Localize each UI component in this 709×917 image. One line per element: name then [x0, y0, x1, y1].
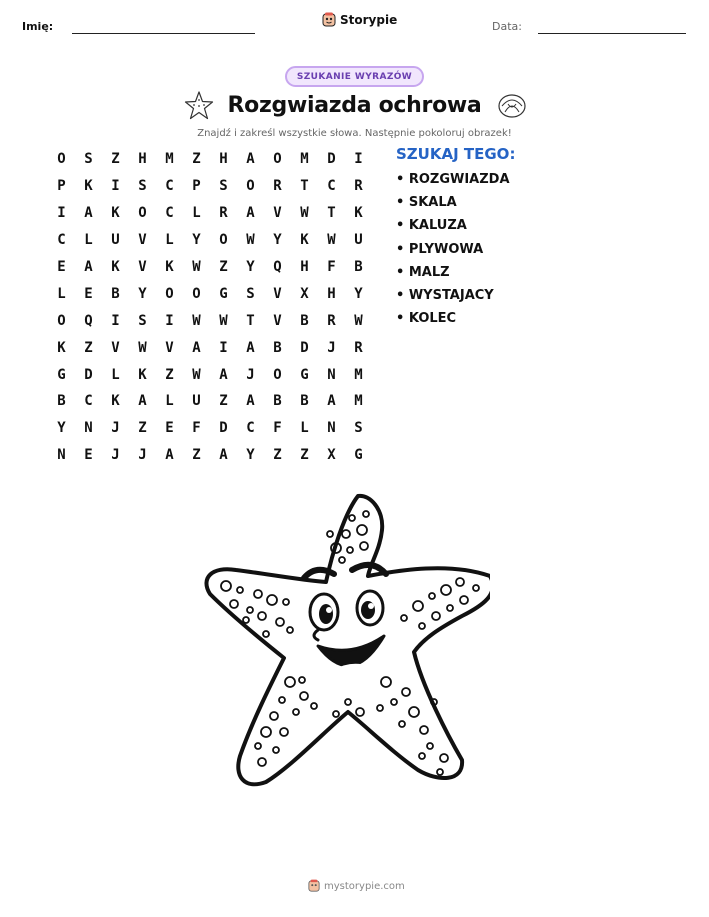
- grid-cell[interactable]: D: [84, 366, 93, 383]
- grid-row: [48, 146, 372, 173]
- grid-cell[interactable]: G: [354, 447, 363, 464]
- grid-row: [48, 361, 372, 388]
- grid-cell[interactable]: O: [246, 178, 255, 195]
- grid-cell[interactable]: A: [246, 339, 255, 356]
- grid-cell[interactable]: R: [219, 205, 228, 222]
- grid-cell[interactable]: Z: [219, 393, 228, 410]
- grid-cell[interactable]: U: [192, 393, 201, 410]
- grid-cell[interactable]: G: [219, 285, 228, 302]
- grid-cell[interactable]: C: [327, 178, 336, 195]
- grid-cell[interactable]: M: [354, 393, 363, 410]
- grid-cell[interactable]: K: [111, 205, 120, 222]
- grid-cell[interactable]: D: [327, 151, 336, 168]
- name-input-line[interactable]: [72, 33, 255, 34]
- grid-cell[interactable]: J: [327, 339, 336, 356]
- grid-cell[interactable]: S: [246, 285, 255, 302]
- grid-cell[interactable]: Z: [165, 366, 174, 383]
- grid-row: [48, 307, 372, 334]
- grid-cell[interactable]: F: [192, 420, 201, 437]
- grid-cell[interactable]: O: [57, 312, 66, 329]
- grid-row: [48, 442, 372, 469]
- grid-cell[interactable]: O: [138, 205, 147, 222]
- grid-cell[interactable]: X: [327, 447, 336, 464]
- grid-cell[interactable]: B: [354, 259, 363, 275]
- grid-cell[interactable]: L: [165, 393, 174, 410]
- grid-cell[interactable]: V: [138, 232, 147, 249]
- word-list-item: • WYSTAJACY: [396, 287, 494, 303]
- grid-cell[interactable]: J: [111, 420, 120, 437]
- grid-cell[interactable]: W: [327, 232, 336, 249]
- grid-row: [48, 388, 372, 415]
- grid-cell[interactable]: O: [57, 151, 66, 168]
- grid-cell[interactable]: Y: [192, 232, 201, 249]
- grid-cell[interactable]: K: [138, 366, 147, 383]
- word-list-item: • KALUZA: [396, 218, 467, 234]
- grid-cell[interactable]: K: [111, 259, 120, 275]
- date-label: Data:: [492, 20, 522, 33]
- grid-cell[interactable]: W: [219, 312, 228, 329]
- grid-cell[interactable]: S: [138, 178, 147, 195]
- grid-cell[interactable]: Z: [192, 151, 201, 168]
- grid-cell[interactable]: Z: [138, 420, 147, 437]
- grid-cell[interactable]: W: [192, 366, 201, 383]
- grid-cell[interactable]: A: [246, 151, 255, 168]
- grid-cell[interactable]: A: [327, 393, 336, 410]
- grid-cell[interactable]: T: [327, 205, 336, 222]
- date-input-line[interactable]: [538, 33, 686, 34]
- grid-cell[interactable]: F: [273, 420, 282, 437]
- activity-badge: SZUKANIE WYRAZÓW: [285, 66, 424, 87]
- grid-cell[interactable]: G: [57, 366, 66, 383]
- brand-name: Storypie: [340, 13, 398, 27]
- grid-cell[interactable]: A: [138, 393, 147, 410]
- grid-cell[interactable]: V: [111, 339, 120, 356]
- grid-cell[interactable]: Y: [273, 232, 282, 249]
- grid-cell[interactable]: Z: [111, 151, 120, 168]
- grid-cell[interactable]: T: [300, 178, 309, 195]
- grid-cell[interactable]: L: [57, 285, 66, 302]
- grid-cell[interactable]: Z: [273, 447, 282, 464]
- grid-cell[interactable]: Q: [84, 312, 93, 329]
- grid-cell[interactable]: E: [57, 259, 66, 275]
- grid-cell[interactable]: J: [111, 447, 120, 464]
- grid-cell[interactable]: Y: [57, 420, 66, 437]
- grid-cell[interactable]: B: [111, 285, 120, 302]
- grid-cell[interactable]: O: [273, 151, 282, 168]
- letter-grid[interactable]: [48, 146, 372, 469]
- grid-cell[interactable]: C: [57, 232, 66, 249]
- grid-cell[interactable]: L: [300, 420, 309, 437]
- footer: [308, 879, 405, 893]
- grid-cell[interactable]: I: [219, 339, 228, 356]
- storypie-logo-icon: [308, 879, 320, 893]
- grid-cell[interactable]: O: [192, 285, 201, 302]
- grid-cell[interactable]: A: [246, 393, 255, 410]
- grid-cell[interactable]: Y: [246, 259, 255, 275]
- footer-url[interactable]: mystorypie.com: [324, 880, 405, 892]
- grid-cell[interactable]: W: [300, 205, 309, 222]
- grid-cell[interactable]: B: [300, 393, 309, 410]
- grid-cell[interactable]: D: [219, 420, 228, 437]
- grid-cell[interactable]: N: [84, 420, 93, 437]
- grid-cell[interactable]: L: [192, 205, 201, 222]
- grid-cell[interactable]: A: [192, 339, 201, 356]
- grid-cell[interactable]: E: [165, 420, 174, 437]
- grid-row: [48, 334, 372, 361]
- grid-cell[interactable]: N: [327, 366, 336, 383]
- grid-cell[interactable]: G: [300, 366, 309, 383]
- grid-cell[interactable]: Z: [219, 259, 228, 275]
- grid-cell[interactable]: H: [300, 259, 309, 275]
- grid-cell[interactable]: N: [327, 420, 336, 437]
- grid-cell[interactable]: F: [327, 259, 336, 275]
- word-list-item: • PLYWOWA: [396, 241, 484, 257]
- grid-cell[interactable]: N: [57, 447, 66, 464]
- grid-cell[interactable]: H: [327, 285, 336, 302]
- grid-cell[interactable]: K: [111, 393, 120, 410]
- starfish-illustration: [200, 490, 490, 790]
- grid-cell[interactable]: Q: [273, 259, 282, 275]
- shell-outline-icon: [496, 92, 528, 120]
- grid-cell[interactable]: R: [327, 312, 336, 329]
- grid-cell[interactable]: Y: [138, 285, 147, 302]
- word-list-heading: SZUKAJ TEGO:: [396, 145, 516, 163]
- grid-cell[interactable]: V: [138, 259, 147, 275]
- grid-cell[interactable]: Z: [300, 447, 309, 464]
- grid-cell[interactable]: A: [246, 205, 255, 222]
- grid-cell[interactable]: S: [354, 420, 363, 437]
- grid-cell[interactable]: M: [165, 151, 174, 168]
- word-list-item: • ROZGWIAZDA: [396, 172, 510, 187]
- grid-cell[interactable]: K: [300, 232, 309, 249]
- grid-cell[interactable]: L: [84, 232, 93, 249]
- grid-cell[interactable]: I: [57, 205, 66, 222]
- grid-cell[interactable]: P: [192, 178, 201, 195]
- grid-cell[interactable]: B: [300, 312, 309, 329]
- grid-cell[interactable]: P: [57, 178, 66, 195]
- instructions: Znajdź i zakreśl wszystkie słowa. Następnie pokoloruj obrazek!: [197, 128, 512, 139]
- grid-cell[interactable]: A: [84, 259, 93, 275]
- grid-cell[interactable]: O: [165, 285, 174, 302]
- grid-cell[interactable]: Y: [246, 447, 255, 464]
- word-list-item: • KOLEC: [396, 311, 457, 327]
- grid-cell[interactable]: M: [354, 366, 363, 383]
- grid-cell[interactable]: U: [111, 232, 120, 249]
- grid-cell[interactable]: V: [165, 339, 174, 356]
- grid-row: [48, 254, 372, 281]
- grid-cell[interactable]: K: [354, 205, 363, 222]
- grid-cell[interactable]: J: [246, 366, 255, 383]
- grid-cell[interactable]: E: [84, 285, 93, 302]
- grid-cell[interactable]: V: [273, 312, 282, 329]
- page-title: Rozgwiazda ochrowa: [227, 93, 482, 118]
- grid-cell[interactable]: B: [273, 393, 282, 410]
- grid-cell[interactable]: S: [84, 151, 93, 168]
- grid-row: [48, 280, 372, 307]
- grid-cell[interactable]: M: [300, 151, 309, 168]
- grid-cell[interactable]: S: [219, 178, 228, 195]
- grid-cell[interactable]: A: [219, 447, 228, 464]
- grid-cell[interactable]: L: [165, 232, 174, 249]
- word-list-item: • MALZ: [396, 264, 450, 280]
- grid-cell[interactable]: V: [273, 285, 282, 302]
- grid-cell[interactable]: T: [246, 312, 255, 329]
- grid-cell[interactable]: I: [165, 312, 174, 329]
- name-label: Imię:: [22, 20, 54, 33]
- grid-cell[interactable]: R: [354, 178, 363, 195]
- grid-cell[interactable]: X: [300, 285, 309, 302]
- grid-cell[interactable]: S: [138, 312, 147, 329]
- grid-cell[interactable]: C: [84, 393, 93, 410]
- grid-cell[interactable]: R: [354, 339, 363, 356]
- grid-cell[interactable]: C: [165, 205, 174, 222]
- grid-cell[interactable]: U: [354, 232, 363, 249]
- grid-cell[interactable]: I: [111, 312, 120, 329]
- grid-cell[interactable]: H: [219, 151, 228, 168]
- grid-cell[interactable]: Z: [84, 339, 93, 356]
- grid-row: [48, 227, 372, 254]
- grid-cell[interactable]: R: [273, 178, 282, 195]
- grid-cell[interactable]: K: [165, 259, 174, 275]
- grid-cell[interactable]: B: [273, 339, 282, 356]
- grid-cell[interactable]: A: [165, 447, 174, 464]
- grid-cell[interactable]: J: [138, 447, 147, 464]
- grid-cell[interactable]: C: [246, 420, 255, 437]
- grid-row: [48, 200, 372, 227]
- grid-cell[interactable]: B: [57, 393, 66, 410]
- grid-cell[interactable]: V: [273, 205, 282, 222]
- storypie-logo-icon: [322, 12, 336, 28]
- grid-cell[interactable]: Z: [192, 447, 201, 464]
- grid-cell[interactable]: D: [300, 339, 309, 356]
- grid-cell[interactable]: K: [57, 339, 66, 356]
- word-list: [396, 171, 510, 333]
- grid-cell[interactable]: W: [192, 259, 201, 275]
- grid-cell[interactable]: O: [273, 366, 282, 383]
- brand-logo: [322, 12, 397, 28]
- grid-cell[interactable]: A: [84, 205, 93, 222]
- grid-cell[interactable]: C: [165, 178, 174, 195]
- grid-cell[interactable]: W: [354, 312, 363, 329]
- grid-row: [48, 415, 372, 442]
- grid-cell[interactable]: E: [84, 447, 93, 464]
- word-list-item: • SKALA: [396, 195, 457, 211]
- grid-cell[interactable]: I: [354, 151, 363, 168]
- grid-cell[interactable]: W: [192, 312, 201, 329]
- grid-cell[interactable]: W: [246, 232, 255, 249]
- grid-cell[interactable]: W: [138, 339, 147, 356]
- grid-cell[interactable]: H: [138, 151, 147, 168]
- grid-cell[interactable]: I: [111, 178, 120, 195]
- grid-row: [48, 173, 372, 200]
- grid-cell[interactable]: L: [111, 366, 120, 383]
- grid-cell[interactable]: Y: [354, 285, 363, 302]
- grid-cell[interactable]: O: [219, 232, 228, 249]
- grid-cell[interactable]: K: [84, 178, 93, 195]
- grid-cell[interactable]: A: [219, 366, 228, 383]
